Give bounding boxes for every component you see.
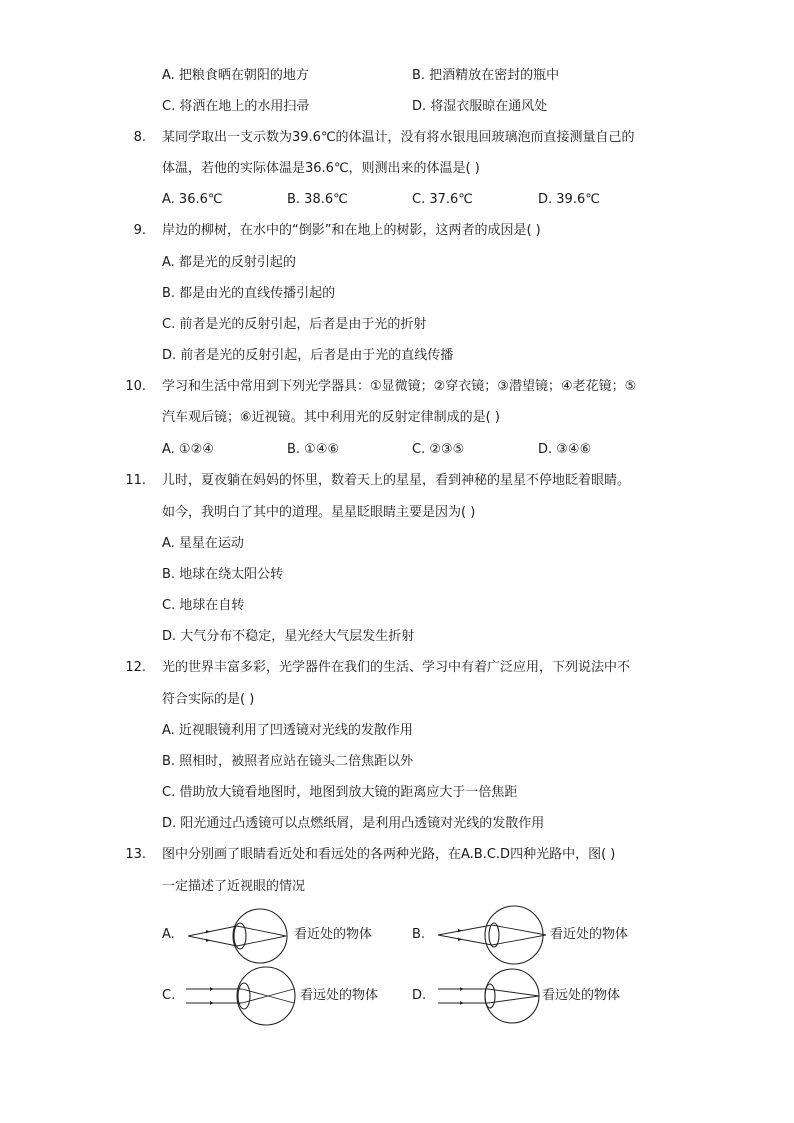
q7-option-a: A. 把粮食晒在朝阳的地方 bbox=[162, 68, 309, 83]
q11-stem-line2: 如今，我明白了其中的道理。星星眨眼睛主要是因为( ) bbox=[162, 505, 476, 520]
q12-option-a: A. 近视眼镜利用了凹透镜对光线的发散作用 bbox=[162, 723, 413, 738]
q10-option-d: D. ③④⑥ bbox=[538, 442, 592, 457]
q11-option-b: B. 地球在绕太阳公转 bbox=[162, 567, 284, 582]
q13-diagram-a-eye-figure bbox=[180, 906, 292, 966]
q12-stem-line2: 符合实际的是( ) bbox=[162, 692, 255, 707]
q13-diagram-a-caption: 看近处的物体 bbox=[294, 927, 373, 942]
q13-diagram-d-caption: 看远处的物体 bbox=[542, 988, 621, 1003]
q9-option-a: A. 都是光的反射引起的 bbox=[162, 255, 296, 270]
q13-diagram-a-letter: A. bbox=[162, 927, 175, 942]
q9-option-c: C. 前者是光的反射引起，后者是由于光的折射 bbox=[162, 317, 427, 332]
q11-option-a: A. 星星在运动 bbox=[162, 536, 244, 551]
q9-option-b: B. 都是由光的直线传播引起的 bbox=[162, 286, 336, 301]
q13-diagram-d-eye-figure bbox=[436, 966, 542, 1026]
q13-stem-line2: 一定描述了近视眼的情况 bbox=[162, 879, 306, 894]
q12-stem-line1: 光的世界丰富多彩，光学器件在我们的生活、学习中有着广泛应用，下列说法中不 bbox=[162, 660, 631, 675]
q7-option-d: D. 将湿衣服晾在通风处 bbox=[412, 99, 548, 114]
q12-option-c: C. 借助放大镜看地图时，地图到放大镜的距离应大于一倍焦距 bbox=[162, 785, 518, 800]
q8-stem-line1: 某同学取出一支示数为39.6℃的体温计，没有将水银甩回玻璃泡而直接测量自己的 bbox=[162, 130, 635, 145]
q13-number: 13. bbox=[125, 847, 146, 862]
q10-stem-line1: 学习和生活中常用到下列光学器具：①显微镜；②穿衣镜；③潜望镜；④老花镜；⑤ bbox=[162, 379, 637, 394]
q13-diagram-b-eye-figure bbox=[432, 903, 548, 967]
q8-stem-line2: 体温，若他的实际体温是36.6℃，则测出来的体温是( ) bbox=[162, 161, 480, 176]
q8-option-c: C. 37.6℃ bbox=[412, 192, 473, 207]
q13-diagram-c-letter: C. bbox=[162, 988, 176, 1003]
q11-option-c: C. 地球在自转 bbox=[162, 598, 245, 613]
q13-diagram-b-letter: B. bbox=[412, 927, 426, 942]
q12-number: 12. bbox=[125, 660, 146, 675]
q8-option-b: B. 38.6℃ bbox=[287, 192, 348, 207]
q7-option-c: C. 将洒在地上的水用扫帚 bbox=[162, 99, 310, 114]
q8-option-d: D. 39.6℃ bbox=[538, 192, 600, 207]
q9-stem: 岸边的柳树，在水中的“倒影”和在地上的树影，这两者的成因是( ) bbox=[162, 223, 541, 238]
q12-option-d: D. 阳光通过凸透镜可以点燃纸屑，是利用凸透镜对光线的发散作用 bbox=[162, 816, 545, 831]
q11-option-d: D. 大气分布不稳定，星光经大气层发生折射 bbox=[162, 629, 415, 644]
q10-option-b: B. ①④⑥ bbox=[287, 442, 340, 457]
q13-diagram-c-eye-figure bbox=[184, 964, 298, 1028]
q10-number: 10. bbox=[125, 379, 146, 394]
q10-option-c: C. ②③⑤ bbox=[412, 442, 465, 457]
q10-stem-line2: 汽车观后镜；⑥近视镜。其中利用光的反射定律制成的是( ) bbox=[162, 410, 500, 425]
q11-stem-line1: 儿时，夏夜躺在妈妈的怀里，数着天上的星星，看到神秘的星星不停地眨着眼睛。 bbox=[162, 473, 631, 488]
q11-number: 11. bbox=[125, 473, 146, 488]
q13-diagram-c-caption: 看远处的物体 bbox=[300, 988, 379, 1003]
q9-number: 9. bbox=[133, 223, 146, 238]
q13-stem-line1: 图中分别画了眼睛看近处和看远处的各两种光路，在A.B.C.D四种光路中，图( ) bbox=[162, 847, 616, 862]
q8-number: 8. bbox=[133, 130, 146, 145]
q7-option-b: B. 把酒精放在密封的瓶中 bbox=[412, 68, 560, 83]
q8-option-a: A. 36.6℃ bbox=[162, 192, 223, 207]
q13-diagram-d-letter: D. bbox=[412, 988, 427, 1003]
q12-option-b: B. 照相时，被照者应站在镜头二倍焦距以外 bbox=[162, 754, 414, 769]
q9-option-d: D. 前者是光的反射引起，后者是由于光的直线传播 bbox=[162, 348, 454, 363]
q13-diagram-b-caption: 看近处的物体 bbox=[550, 927, 629, 942]
q10-option-a: A. ①②④ bbox=[162, 442, 214, 457]
